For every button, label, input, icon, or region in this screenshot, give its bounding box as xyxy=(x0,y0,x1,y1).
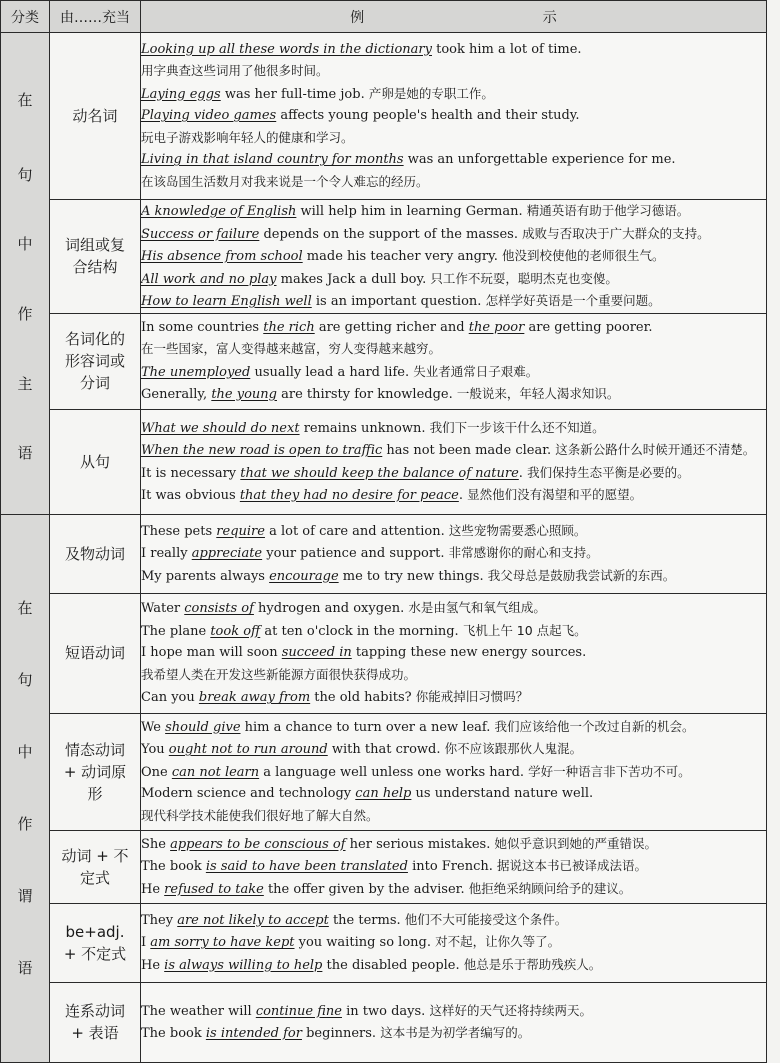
underlined-phrase: ought not to run around xyxy=(168,742,328,758)
sentence-text: He xyxy=(141,957,165,973)
underlined-phrase: the poor xyxy=(468,319,525,335)
filled-by-cell xyxy=(50,713,141,830)
example-line xyxy=(141,878,766,901)
chinese-translation: 我们应该给他一个改过自新的机会。 xyxy=(494,718,695,734)
example-line xyxy=(141,290,766,313)
sentence-text: the offer given by the adviser. xyxy=(263,881,469,897)
sentence-text: will help him in learning German. xyxy=(296,204,527,219)
example-line xyxy=(141,268,766,291)
underlined-phrase: is said to have been translated xyxy=(205,859,408,875)
sentence-text: remains unknown. xyxy=(299,420,430,436)
category-char: 作 xyxy=(17,815,33,833)
example-line xyxy=(141,931,766,954)
sentence-text: are getting poorer. xyxy=(524,319,653,335)
sentence-text: her serious mistakes. xyxy=(345,836,495,852)
chinese-translation: 水是由氢气和氧气组成。 xyxy=(408,600,546,616)
filled-by-label: 名词化的形容词或分词 xyxy=(64,330,125,392)
chinese-translation: 他拒绝采纳顾问给予的建议。 xyxy=(468,880,632,896)
underlined-phrase: encourage xyxy=(269,568,339,584)
chinese-translation: 这条新公路什么时候开通还不清楚。 xyxy=(555,442,756,457)
chinese-translation: 现代科学技术能使我们很好地了解大自然。 xyxy=(141,807,379,823)
underlined-phrase: Living in that island country for months xyxy=(141,152,404,168)
example-row xyxy=(1,593,767,713)
example-line xyxy=(141,833,766,856)
example-row xyxy=(1,830,767,903)
header-examples xyxy=(141,1,767,33)
category-cell xyxy=(1,514,50,1062)
sentence-text: I xyxy=(141,935,151,951)
category-char: 句 xyxy=(17,671,33,689)
sentence-text: was an unforgettable experience for me. xyxy=(403,152,676,168)
category-cell xyxy=(1,33,50,515)
sentence-text: The book xyxy=(141,1026,206,1041)
filled-by-label: 连系动词 + 表语 xyxy=(64,1002,125,1042)
sentence-text: In some countries xyxy=(141,319,264,335)
underlined-phrase: break away from xyxy=(198,690,311,706)
category-char: 主 xyxy=(17,375,33,394)
example-row xyxy=(1,200,767,314)
filled-by-label: 情态动词 + 动词原形 xyxy=(63,740,127,803)
header-examples-char-1: 例 xyxy=(350,9,365,26)
underlined-phrase: am sorry to have kept xyxy=(150,935,295,951)
category-char: 句 xyxy=(17,166,33,185)
filled-by-cell xyxy=(50,830,141,903)
filled-by-label: 从句 xyxy=(79,452,110,471)
sentence-text: the disabled people. xyxy=(322,957,464,973)
sentence-text: . xyxy=(518,465,528,481)
sentence-text: in two days. xyxy=(341,1003,430,1019)
underlined-phrase: can not learn xyxy=(171,764,260,780)
sentence-text: a lot of care and attention. xyxy=(264,523,449,539)
underlined-phrase: His absence from school xyxy=(141,249,303,264)
example-line xyxy=(141,417,766,440)
examples-cell xyxy=(141,514,767,593)
chinese-translation: 飞机上午 10 点起飞。 xyxy=(462,622,587,638)
chinese-translation: 精通英语有助于他学习德语。 xyxy=(526,203,690,218)
category-char: 中 xyxy=(17,743,33,761)
filled-by-label: 及物动词 xyxy=(64,544,125,563)
sentence-text: You xyxy=(141,742,169,758)
chinese-translation: 在一些国家，富人变得越来越富，穷人变得越来越穷。 xyxy=(141,341,442,356)
chinese-translation: 我父母总是鼓励我尝试新的东西。 xyxy=(487,567,676,583)
example-line xyxy=(141,855,766,878)
chinese-translation: 他们不大可能接受这个条件。 xyxy=(404,911,568,927)
sentence-text: tapping these new energy sources. xyxy=(351,645,587,661)
sentence-text: We xyxy=(141,719,166,735)
sentence-text: depends on the support of the masses. xyxy=(259,226,523,242)
sentence-text: It was obvious xyxy=(141,488,240,503)
underlined-phrase: continue fine xyxy=(255,1003,342,1019)
underlined-phrase: that we should keep the balance of nature xyxy=(240,465,519,481)
sentence-text: him a chance to turn over a new leaf. xyxy=(240,719,495,735)
examples-cell xyxy=(141,409,767,514)
example-line xyxy=(141,361,766,384)
example-line xyxy=(141,245,766,268)
example-line xyxy=(141,716,766,739)
sentence-text: He xyxy=(141,881,165,897)
example-line xyxy=(141,783,766,805)
sentence-text: the terms. xyxy=(328,912,405,928)
example-line xyxy=(141,317,766,339)
underlined-phrase: is intended for xyxy=(205,1026,302,1041)
sentence-text: at ten o'clock in the morning. xyxy=(260,623,463,639)
category-char: 中 xyxy=(17,235,33,254)
underlined-phrase: the rich xyxy=(263,319,315,335)
example-row xyxy=(1,903,767,982)
example-line xyxy=(141,1000,766,1023)
underlined-phrase: How to learn English well xyxy=(141,294,312,309)
example-line xyxy=(141,597,766,620)
example-line xyxy=(141,565,766,588)
chinese-translation: 他没到校使他的老师很生气。 xyxy=(502,248,665,263)
sentence-text: I really xyxy=(141,546,192,562)
underlined-phrase: appears to be conscious of xyxy=(170,836,346,852)
sentence-text: Modern science and technology xyxy=(141,786,356,802)
chinese-translation: 这些宠物需要悉心照顾。 xyxy=(448,522,587,538)
underlined-phrase: Looking up all these words in the dictionary xyxy=(141,41,432,57)
filled-by-cell xyxy=(50,409,141,514)
sentence-text: It is necessary xyxy=(141,465,241,481)
example-line xyxy=(141,171,766,194)
underlined-phrase: the young xyxy=(211,387,277,402)
sentence-text: the old habits? xyxy=(310,690,416,706)
chinese-translation: 她似乎意识到她的严重错误。 xyxy=(494,835,657,851)
example-line xyxy=(141,439,766,462)
sentence-text: with that crowd. xyxy=(327,742,445,758)
chinese-translation: 这本书是为初学者编写的。 xyxy=(380,1025,531,1040)
chinese-translation: 我们保持生态平衡是必要的。 xyxy=(527,464,690,480)
sentence-text: . xyxy=(458,488,468,503)
chinese-translation: 你能戒掉旧习惯吗？ xyxy=(415,689,529,705)
sentence-text: The weather will xyxy=(141,1003,256,1019)
sentence-text: took him a lot of time. xyxy=(432,41,582,57)
filled-by-cell xyxy=(50,982,141,1062)
sentence-text: The book xyxy=(141,859,206,875)
underlined-phrase: that they had no desire for peace xyxy=(239,488,459,503)
chinese-translation: 成败与否取决于广大群众的支持。 xyxy=(522,225,710,241)
sentence-text: are getting richer and xyxy=(314,319,469,335)
example-row xyxy=(1,409,767,514)
sentence-text: into French. xyxy=(407,859,498,875)
filled-by-label: 词组或复合结构 xyxy=(64,236,125,277)
sentence-text: makes Jack a dull boy. xyxy=(276,271,431,287)
example-row xyxy=(1,514,767,593)
example-row xyxy=(1,33,767,200)
examples-cell xyxy=(141,713,767,830)
chinese-translation: 非常感谢你的耐心和支持。 xyxy=(448,545,599,561)
example-line xyxy=(141,761,766,784)
underlined-phrase: When the new road is open to traffic xyxy=(141,443,383,458)
example-line xyxy=(141,1022,766,1045)
sentence-text: you waiting so long. xyxy=(294,935,436,951)
example-line xyxy=(141,60,766,83)
example-line xyxy=(141,686,766,709)
underlined-phrase: Laying eggs xyxy=(141,86,221,102)
underlined-phrase: took off xyxy=(210,623,261,639)
underlined-phrase: can help xyxy=(355,786,412,802)
example-line xyxy=(141,954,766,977)
filled-by-cell xyxy=(50,593,141,713)
sentence-text: a language well unless one works hard. xyxy=(259,764,529,780)
chinese-translation: 玩电子游戏影响年轻人的健康和学习。 xyxy=(141,129,354,145)
underlined-phrase: What we should do next xyxy=(141,420,300,436)
example-line xyxy=(141,462,766,485)
category-char: 作 xyxy=(17,305,33,324)
example-line xyxy=(141,83,766,106)
examples-cell xyxy=(141,313,767,409)
underlined-phrase: appreciate xyxy=(191,546,263,562)
sentence-text: usually lead a hard life. xyxy=(250,364,414,380)
sentence-text: are thirsty for knowledge. xyxy=(276,387,457,402)
examples-cell xyxy=(141,982,767,1062)
filled-by-label: 短语动词 xyxy=(64,644,125,662)
sentence-text: hydrogen and oxygen. xyxy=(253,601,409,617)
header-row xyxy=(1,1,767,33)
chinese-translation: 一般说来，年轻人渴求知识。 xyxy=(456,386,620,401)
filled-by-cell xyxy=(50,514,141,593)
chinese-translation: 据说这本书已被译成法语。 xyxy=(497,858,648,874)
category-char: 在 xyxy=(17,91,33,110)
examples-cell xyxy=(141,593,767,713)
example-line xyxy=(141,520,766,543)
examples-cell xyxy=(141,33,767,200)
sentence-text: She xyxy=(141,836,171,852)
header-examples-char-2: 示 xyxy=(542,9,557,26)
header-category: 分类 xyxy=(1,1,50,33)
filled-by-label: 动词 + 不定式 xyxy=(61,846,129,887)
filled-by-label: be+adj. + 不定式 xyxy=(63,922,127,963)
underlined-phrase: Success or failure xyxy=(141,226,260,242)
chinese-translation: 这样好的天气还将持续两天。 xyxy=(429,1002,592,1018)
sentence-text: Water xyxy=(141,601,185,617)
chinese-translation: 产卵是她的专职工作。 xyxy=(368,85,494,101)
sentence-text: Generally, xyxy=(141,387,212,402)
chinese-translation: 我们下一步该干什么还不知道。 xyxy=(429,419,605,435)
example-line xyxy=(141,542,766,565)
sentence-text: me to try new things. xyxy=(338,568,488,584)
example-line xyxy=(141,484,766,507)
sentence-text: beginners. xyxy=(301,1026,381,1041)
sentence-text: One xyxy=(141,764,172,780)
example-line xyxy=(141,909,766,932)
example-line xyxy=(141,338,766,361)
chinese-translation: 学好一种语言非下苦功不可。 xyxy=(528,763,691,779)
sentence-text: was her full-time job. xyxy=(220,86,369,102)
chinese-translation: 用字典查这些词用了他很多时间。 xyxy=(141,63,329,79)
chinese-translation: 失业者通常日子艰难。 xyxy=(413,363,539,379)
example-row xyxy=(1,713,767,830)
example-line xyxy=(141,127,766,150)
filled-by-cell xyxy=(50,903,141,982)
examples-cell xyxy=(141,830,767,903)
underlined-phrase: A knowledge of English xyxy=(141,204,297,219)
sentence-text: us understand nature well. xyxy=(411,786,594,802)
sentence-text: affects young people's health and their study. xyxy=(276,108,580,124)
sentence-text: has not been made clear. xyxy=(382,443,556,458)
underlined-phrase: refused to take xyxy=(164,881,264,897)
sentence-text: Can you xyxy=(141,690,199,706)
examples-cell xyxy=(141,200,767,314)
underlined-phrase: require xyxy=(216,523,265,539)
category-char: 语 xyxy=(17,444,33,463)
chinese-translation: 怎样学好英语是一个重要问题。 xyxy=(485,293,661,308)
example-line xyxy=(141,383,766,406)
example-line xyxy=(141,738,766,761)
example-line xyxy=(141,39,766,61)
sentence-text: These pets xyxy=(141,523,217,539)
example-line xyxy=(141,149,766,171)
underlined-phrase: succeed in xyxy=(281,645,352,661)
filled-by-cell xyxy=(50,33,141,200)
examples-cell xyxy=(141,903,767,982)
sentence-text: My parents always xyxy=(141,568,270,584)
chinese-translation: 只工作不玩耍，聪明杰克也变傻。 xyxy=(430,270,618,286)
underlined-phrase: Playing video games xyxy=(141,108,277,124)
underlined-phrase: consists of xyxy=(184,601,254,617)
category-char: 谓 xyxy=(17,887,33,905)
example-line xyxy=(141,620,766,643)
example-row xyxy=(1,982,767,1062)
chinese-translation: 对不起，让你久等了。 xyxy=(435,934,561,950)
filled-by-cell xyxy=(50,313,141,409)
chinese-translation: 他总是乐于帮助残疾人。 xyxy=(463,956,602,972)
category-char: 语 xyxy=(17,959,33,977)
underlined-phrase: The unemployed xyxy=(141,364,251,380)
example-line xyxy=(141,223,766,246)
underlined-phrase: is always willing to help xyxy=(164,957,323,973)
example-row xyxy=(1,313,767,409)
chinese-translation: 我希望人类在开发这些新能源方面很快获得成功。 xyxy=(141,666,417,682)
underlined-phrase: All work and no play xyxy=(141,271,277,287)
example-line xyxy=(141,664,766,687)
sentence-text: made his teacher very angry. xyxy=(302,249,502,264)
sentence-text: I hope man will soon xyxy=(141,645,282,661)
chinese-translation: 显然他们没有渴望和平的愿望。 xyxy=(467,487,643,502)
header-filled-by: 由……充当 xyxy=(50,1,141,33)
filled-by-label: 动名词 xyxy=(72,107,118,125)
sentence-text: is an important question. xyxy=(311,294,486,309)
sentence-text: The plane xyxy=(141,623,211,639)
example-line xyxy=(141,805,766,828)
chinese-translation: 你不应该跟那伙人鬼混。 xyxy=(444,741,583,757)
underlined-phrase: are not likely to accept xyxy=(177,912,329,928)
example-line xyxy=(141,642,766,664)
example-line xyxy=(141,105,766,127)
example-line xyxy=(141,200,766,223)
sentence-text: your patience and support. xyxy=(262,546,449,562)
underlined-phrase: should give xyxy=(165,719,241,735)
filled-by-cell xyxy=(50,200,141,314)
category-char: 在 xyxy=(17,599,33,617)
chinese-translation: 在该岛国生活数月对我来说是一个令人难忘的经历。 xyxy=(141,173,429,189)
sentence-text: They xyxy=(141,912,178,928)
